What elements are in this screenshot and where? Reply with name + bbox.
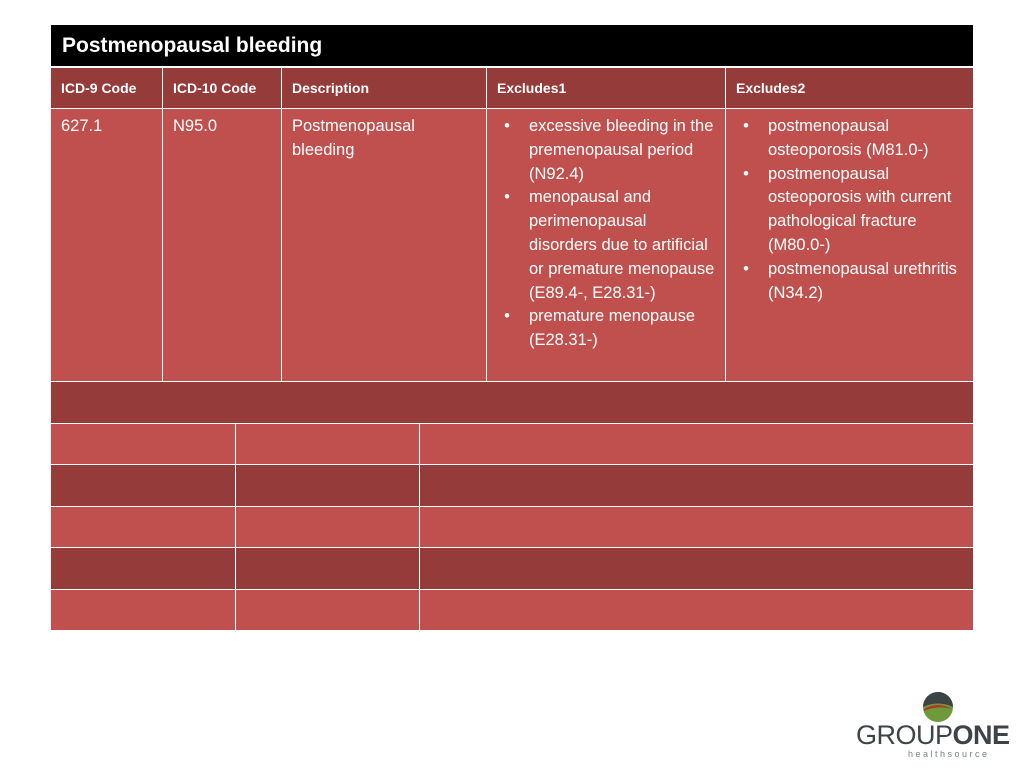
- empty-cell: [51, 507, 235, 547]
- excludes1-list: [497, 115, 715, 353]
- empty-cell: [420, 424, 973, 464]
- empty-cell: [51, 590, 235, 630]
- empty-cell: [420, 507, 973, 547]
- list-item: [497, 186, 715, 305]
- groupone-logo: [856, 690, 1016, 760]
- list-item-text: postmenopausal osteoporosis with current pathological fracture (M80.0-): [768, 164, 952, 254]
- bullet-icon: •: [504, 188, 510, 207]
- header-excludes1: Excludes1: [487, 68, 725, 108]
- list-item-text: premature menopause (E28.31-): [529, 307, 696, 350]
- list-item: [736, 258, 963, 306]
- globe-icon: [921, 690, 955, 724]
- header-description: Description: [282, 68, 486, 108]
- empty-row-band: [51, 382, 973, 423]
- list-item: [736, 115, 963, 163]
- header-icd10: ICD-10 Code: [163, 68, 281, 108]
- empty-cell: [236, 590, 419, 630]
- list-item: [736, 163, 963, 258]
- empty-cell: [420, 465, 973, 506]
- list-item-text: postmenopausal urethritis (N34.2): [768, 259, 957, 302]
- excludes2-list: [736, 115, 963, 305]
- empty-cell: [236, 507, 419, 547]
- page-title: Postmenopausal bleeding: [51, 25, 973, 66]
- excludes1-cell: [487, 109, 725, 381]
- list-item-text: postmenopausal osteoporosis (M81.0-): [768, 117, 929, 159]
- list-item-text: menopausal and perimenopausal disorders due to artificial or premature menopause (E89.4-, E28.31-): [529, 188, 715, 302]
- header-excludes2: Excludes2: [726, 68, 973, 108]
- empty-cell: [420, 590, 973, 630]
- empty-cell: [236, 548, 419, 589]
- logo-wordmark: GROUPONE: [856, 720, 1010, 750]
- list-item-text: excessive bleeding in the premenopausal period (N92.4): [529, 117, 714, 183]
- bullet-icon: •: [504, 307, 510, 326]
- list-item: [497, 305, 715, 353]
- description-cell: Postmenopausal bleeding: [282, 109, 486, 381]
- header-icd9: ICD-9 Code: [51, 68, 162, 108]
- empty-cell: [420, 548, 973, 589]
- empty-cell: [236, 424, 419, 464]
- list-item: [497, 115, 715, 186]
- empty-cell: [51, 424, 235, 464]
- logo-subtitle: healthsource: [908, 749, 990, 759]
- empty-cell: [51, 465, 235, 506]
- empty-cell: [236, 465, 419, 506]
- bullet-icon: •: [743, 164, 749, 183]
- empty-cell: [51, 548, 235, 589]
- excludes2-cell: [726, 109, 973, 381]
- icd10-code-cell: N95.0: [163, 109, 281, 381]
- bullet-icon: •: [504, 117, 510, 135]
- bullet-icon: •: [743, 259, 749, 278]
- bullet-icon: •: [743, 117, 749, 135]
- icd9-code-cell: 627.1: [51, 109, 162, 381]
